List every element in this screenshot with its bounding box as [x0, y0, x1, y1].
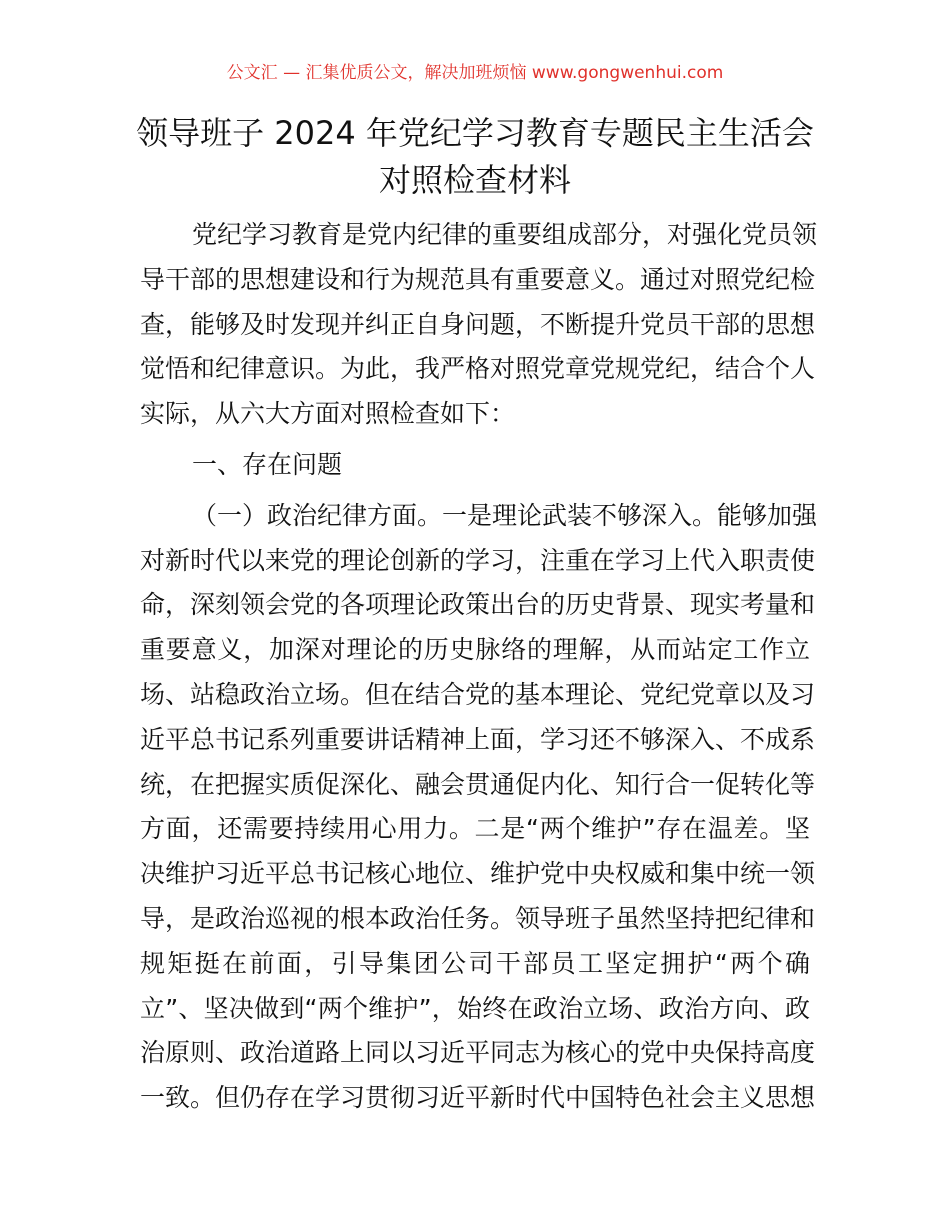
text-line: 导干部的思想建设和行为规范具有重要意义。通过对照党纪检 [140, 264, 816, 294]
text-line: 查，能够及时发现并纠正自身问题，不断提升党员干部的思想 [140, 309, 816, 339]
intro-paragraph [140, 213, 818, 437]
text-line: 规矩挺在前面，引导集团公司干部员工坚定拥护“两个确 [140, 948, 810, 978]
title-line: 对照检查材料 [378, 161, 571, 199]
watermark-header: 公文汇 — 汇集优质公文，解决加班烦恼 www.gongwenhui.com [226, 63, 724, 83]
text-line: 统，在把握实质促深化、融会贯通促内化、知行合一促转化等 [140, 769, 816, 799]
text-line: 立”、坚决做到“两个维护”，始终在政治立场、政治方向、政 [140, 993, 810, 1023]
document-body [140, 213, 818, 1121]
document-title [130, 110, 820, 204]
text-line: （一）政治纪律方面。一是理论武装不够深入。能够加强 [192, 500, 818, 530]
text-line: 对新时代以来党的理论创新的学习，注重在学习上代入职责使 [140, 545, 816, 575]
text-line: 近平总书记系列重要讲话精神上面，学习还不够深入、不成系 [140, 724, 816, 754]
section1-paragraph [140, 494, 818, 1121]
text-line: 场、站稳政治立场。但在结合党的基本理论、党纪党章以及习 [140, 679, 816, 709]
text-line: 命，深刻领会党的各项理论政策出台的历史背景、现实考量和 [140, 590, 816, 620]
text-line: 治原则、政治道路上同以习近平同志为核心的党中央保持高度 [140, 1038, 816, 1068]
text-line: 导，是政治巡视的根本政治任务。领导班子虽然坚持把纪律和 [140, 903, 816, 933]
title-line: 领导班子 2024 年党纪学习教育专题民主生活会 [136, 114, 814, 152]
text-line: 觉悟和纪律意识。为此，我严格对照党章党规党纪，结合个人 [140, 354, 816, 384]
text-line: 方面，还需要持续用心用力。二是“两个维护”存在温差。坚 [140, 814, 810, 844]
section-heading: 一、存在问题 [192, 449, 343, 479]
text-line: 党纪学习教育是党内纪律的重要组成部分，对强化党员领 [192, 220, 818, 249]
text-line: 决维护习近平总书记核心地位、维护党中央权威和集中统一领 [140, 859, 816, 889]
text-line: 一致。但仍存在学习贯彻习近平新时代中国特色社会主义思想 [140, 1083, 816, 1113]
text-line: 实际，从六大方面对照检查如下： [140, 399, 516, 429]
text-line: 重要意义，加深对理论的历史脉络的理解，从而站定工作立 [140, 635, 810, 665]
